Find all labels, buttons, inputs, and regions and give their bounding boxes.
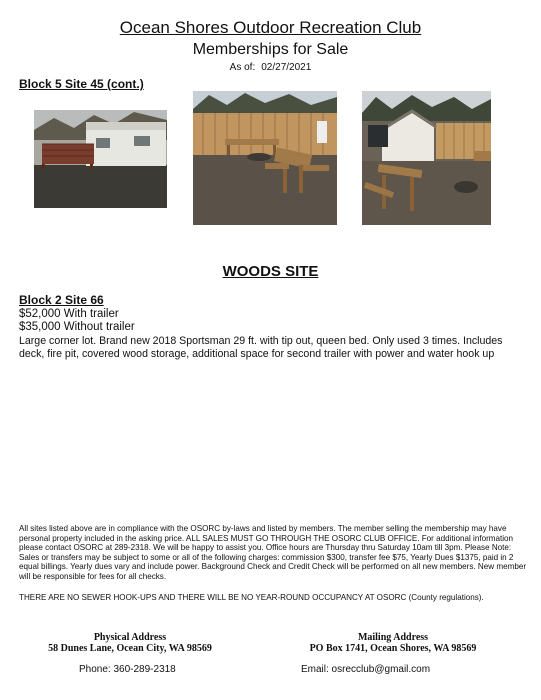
- email-address: Email: osrecclub@gmail.com: [301, 664, 431, 675]
- page-title: Ocean Shores Outdoor Recreation Club: [119, 18, 422, 37]
- physical-address-label: Physical Address: [93, 632, 167, 643]
- section-heading-woods-site: WOODS SITE: [222, 263, 319, 280]
- listing-description: Large corner lot. Brand new 2018 Sportsman 29 ft. with tip out, queen bed. Only used 3 times. Includes deck, fire pit, covered wood storage, additional space for second trailer with power and water hook up: [19, 335, 503, 360]
- physical-address: 58 Dunes Lane, Ocean City, WA 98569: [48, 643, 212, 654]
- as-of-label: As of:: [229, 62, 256, 73]
- listing-heading-block2: Block 2 Site 66: [19, 293, 104, 307]
- regulation-notice: THERE ARE NO SEWER HOOK-UPS AND THERE WILL BE NO YEAR-ROUND OCCUPANCY AT OSORC (County regulations).: [19, 593, 484, 602]
- price-with-trailer: $52,000 With trailer: [19, 308, 119, 320]
- listing-heading-block5: Block 5 Site 45 (cont.): [19, 77, 144, 91]
- price-without-trailer: $35,000 Without trailer: [19, 321, 135, 333]
- as-of-line: [0, 62, 541, 73]
- mailing-address-label: Mailing Address: [357, 632, 429, 643]
- photo-shed: [362, 91, 491, 225]
- mailing-address: PO Box 1741, Ocean Shores, WA 98569: [309, 643, 477, 654]
- phone-number: Phone: 360-289-2318: [79, 664, 176, 675]
- disclaimer-text: All sites listed above are in compliance with the OSORC by-laws and listed by members. The member selling the membership may have personal property included in the asking price. ALL SALES MUST GO THROUGH THE OSORC CLUB OFFICE. For additional information please contact OSORC at 289-2318. We will be happy to assist you. Office hours are Thursday thru Saturday 10am till 3pm. Please Note: Sales or transfers may be subject to some or all of the following charges: commission $300, transfer fee $75, Yearly Dues $1375, paid in 2 equal billings. Yearly dues vary and include power. Background Check and Credit Check will be performed on all new members. New member will be responsible for fees for all checks.: [19, 524, 527, 581]
- as-of-date: 02/27/2021: [261, 62, 312, 73]
- photo-trailer: [34, 110, 167, 208]
- photo-fire-pit: [193, 91, 337, 225]
- page-subtitle: Memberships for Sale: [192, 41, 349, 58]
